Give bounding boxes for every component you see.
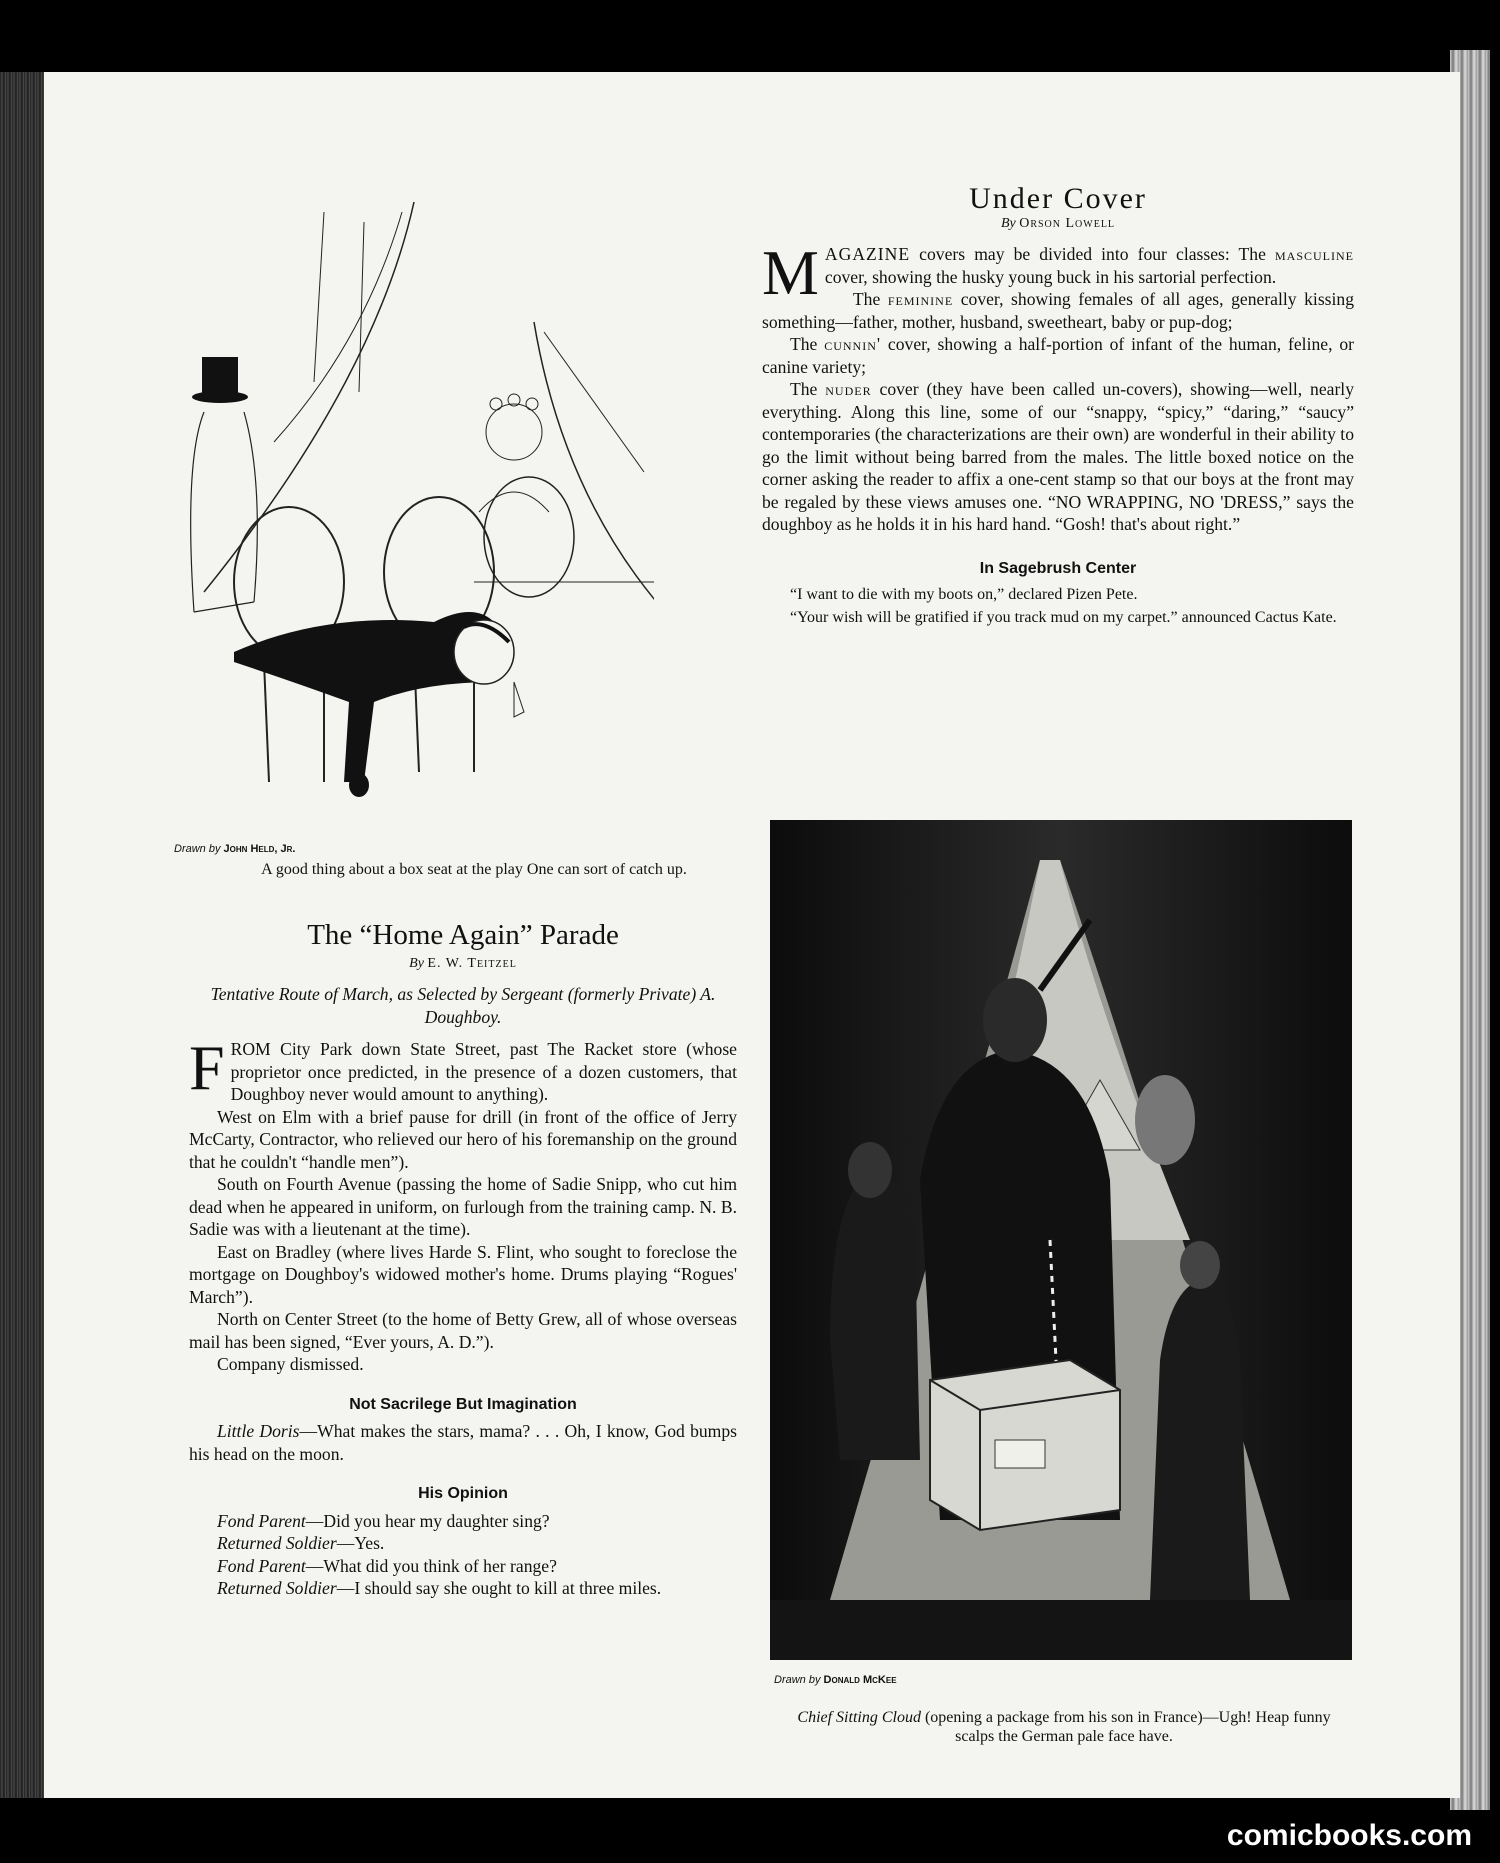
byline-name: Orson Lowell bbox=[1019, 215, 1116, 231]
opinion-text-1: —Did you hear my daughter sing? bbox=[305, 1510, 550, 1531]
under-cover-paragraph-4 bbox=[762, 378, 1354, 536]
p1-lead: AGAZINE bbox=[824, 244, 911, 264]
parade-subtitle: Tentative Route of March, as Selected by Sergeant (formerly Private) A. Doughboy. bbox=[210, 984, 716, 1027]
box-seat-illustration bbox=[174, 182, 654, 842]
p4-text-a: The bbox=[790, 379, 826, 399]
opinion-text-3: —What did you think of her range? bbox=[305, 1555, 557, 1576]
sacrilege-text bbox=[189, 1420, 737, 1465]
credit-name: John Held, Jr. bbox=[223, 843, 296, 855]
parade-drop-cap: F bbox=[189, 1032, 225, 1103]
under-cover-paragraph-2 bbox=[762, 288, 1354, 333]
caption-speaker: Chief Sitting Cloud bbox=[797, 1709, 921, 1726]
under-cover-drop-cap: M bbox=[762, 237, 819, 308]
opinion-text-2: —Yes. bbox=[336, 1533, 385, 1553]
parade-paragraph-4: East on Bradley (where lives Harde S. Flint, who sought to foreclose the mortgage on Doughboy's widowed mother's home. Drums playing “Rogues' March”). bbox=[189, 1241, 737, 1307]
credit-prefix: Drawn by bbox=[774, 1674, 821, 1686]
book-spine-left bbox=[0, 72, 44, 1798]
byline-prefix: By bbox=[409, 955, 424, 971]
under-cover-byline bbox=[762, 213, 1354, 236]
p1-text-a: covers may be divided into four classes: The bbox=[910, 244, 1275, 264]
p1-text-b: cover, showing the husky young buck in his sartorial perfection. bbox=[824, 266, 1277, 287]
credit-prefix: Drawn by bbox=[174, 843, 221, 855]
byline-name: E. W. Teitzel bbox=[427, 955, 517, 971]
opinion-dialog bbox=[189, 1510, 737, 1600]
opinion-line-2 bbox=[189, 1532, 737, 1555]
sagebrush-line-1: “I want to die with my boots on,” declared Pizen Pete. bbox=[790, 586, 1138, 603]
p3-text-a: The bbox=[790, 334, 825, 354]
parade-paragraph-1 bbox=[189, 1032, 737, 1106]
cartoon1-caption: A good thing about a box seat at the play One can sort of catch up. bbox=[261, 861, 687, 878]
parade-paragraph-5: North on Center Street (to the home of Betty Grew, all of whose overseas mail has been signed, “Ever yours, A. D.”). bbox=[189, 1309, 737, 1352]
opinion-line-3 bbox=[189, 1555, 737, 1578]
byline-prefix: By bbox=[1000, 215, 1016, 231]
sacrilege-speaker: Little Doris bbox=[217, 1421, 300, 1441]
sacrilege-line: —What makes the stars, mama? . . . Oh, I know, God bumps his head on the moon. bbox=[189, 1421, 737, 1464]
under-cover-title: Under Cover bbox=[969, 182, 1147, 215]
parade-byline bbox=[189, 953, 737, 976]
parade-title: The “Home Again” Parade bbox=[307, 919, 619, 951]
cartoon1-credit bbox=[174, 843, 296, 855]
opinion-speaker-4: Returned Soldier bbox=[217, 1578, 337, 1598]
magazine-page bbox=[44, 72, 1460, 1798]
p4-smallcaps: nuder bbox=[825, 379, 872, 399]
p2-text-a: The bbox=[852, 289, 888, 309]
opinion-line-4 bbox=[189, 1577, 737, 1600]
p1-smallcaps: masculine bbox=[1274, 244, 1354, 264]
opinion-speaker-3: Fond Parent bbox=[217, 1555, 306, 1576]
p2-text-b: cover, showing females of all ages, generally kissing something—father, mother, husband, sweetheart, baby or pup-dog; bbox=[762, 289, 1354, 332]
cartoon-box-seat bbox=[174, 182, 654, 855]
cartoon2-caption bbox=[784, 1708, 1344, 1746]
p4-text-b: cover (they have been called un-covers), showing—well, nearly everything. Along this line, some of our “snappy, “spicy,” “daring,” “saucy” contemporaries (the characterizations are their own) are wonderful in their ability to go the limit without being barred from the males. The little boxed notice on the corner asking the reader to affix a one-cent stamp so that our boys at the front may be regaled by these views amuses one. “NO WRAPPING, NO 'DRESS,” says the doughboy as he holds it in his hard hand. “Gosh! that's about right.” bbox=[762, 379, 1354, 534]
watermark: comicbooks.com bbox=[1226, 1819, 1472, 1852]
p3-text-b: cover, showing a half-portion of infant of the human, feline, or canine variety; bbox=[762, 334, 1354, 377]
opinion-heading: His Opinion bbox=[418, 1485, 508, 1502]
sagebrush-line-2: “Your wish will be gratified if you track mud on my carpet.” announced Cactus Kate. bbox=[790, 608, 1337, 626]
opinion-speaker-1: Fond Parent bbox=[217, 1510, 306, 1531]
parade-paragraph-6: Company dismissed. bbox=[217, 1354, 364, 1374]
under-cover-article bbox=[762, 182, 1354, 629]
sagebrush-heading: In Sagebrush Center bbox=[979, 559, 1137, 577]
opinion-speaker-2: Returned Soldier bbox=[217, 1533, 337, 1553]
p3-smallcaps: cunnin' bbox=[824, 334, 882, 354]
parade-p1-text: ROM City Park down State Street, past The Racket store (whose proprietor once predicted, in the presence of a dozen customers, that Doughboy never would amount to anything). bbox=[230, 1039, 737, 1104]
under-cover-paragraph-3 bbox=[762, 333, 1354, 378]
cartoon-chief bbox=[770, 820, 1352, 1710]
parade-paragraph-2: West on Elm with a brief pause for drill (in front of the office of Jerry McCarty, Contractor, who relieved our hero of his foremanship on the ground that he couldn't “handle men”). bbox=[189, 1106, 737, 1172]
parade-article bbox=[189, 919, 737, 1600]
credit-name: Donald McKee bbox=[823, 1674, 897, 1686]
caption-text: (opening a package from his son in France)—Ugh! Heap funny scalps the German pale face have. bbox=[920, 1709, 1331, 1745]
cartoon2-credit bbox=[774, 1674, 897, 1686]
sacrilege-heading: Not Sacrilege But Imagination bbox=[349, 1395, 577, 1413]
chief-illustration bbox=[770, 820, 1352, 1660]
parade-paragraph-3: South on Fourth Avenue (passing the home of Sadie Snipp, who cut him dead when he appeared in uniform, on furlough from the training camp. N. B. Sadie was with a lieutenant at the time). bbox=[189, 1174, 737, 1239]
p2-smallcaps: feminine bbox=[887, 289, 954, 309]
opinion-line-1 bbox=[189, 1510, 737, 1533]
opinion-text-4: —I should say she ought to kill at three miles. bbox=[336, 1578, 662, 1598]
